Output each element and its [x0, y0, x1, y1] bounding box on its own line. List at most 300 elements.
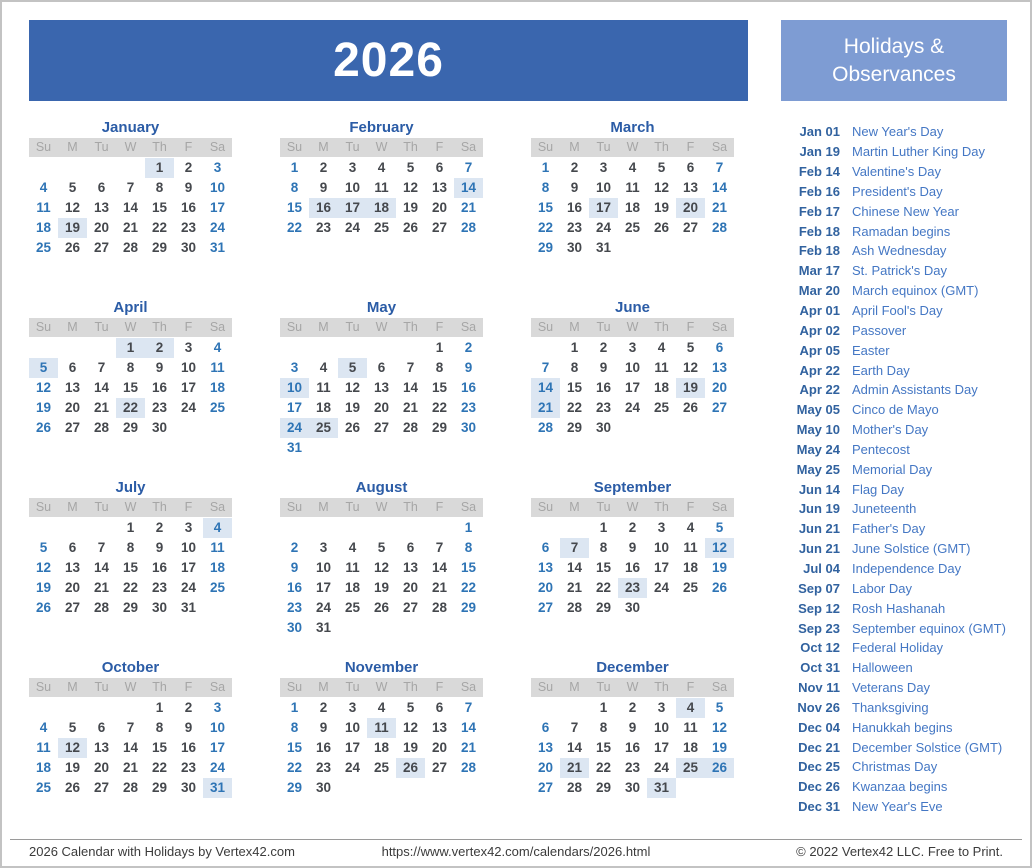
holiday-row	[790, 559, 1028, 579]
empty-cell	[309, 338, 338, 358]
day-cell: 30	[595, 420, 612, 435]
day-cell: 10	[280, 378, 309, 398]
day-header: Su	[531, 138, 560, 157]
day-header: Th	[647, 498, 676, 517]
holiday-date: Dec 31	[798, 799, 840, 815]
day-cell: 16	[566, 200, 583, 215]
day-cell: 5	[686, 340, 695, 355]
day-cell: 1	[290, 700, 299, 715]
day-cell: 11	[683, 720, 698, 735]
day-cell: 15	[286, 740, 303, 755]
empty-cell	[87, 338, 116, 358]
day-header: W	[367, 678, 396, 697]
day-cell: 31	[203, 778, 232, 798]
day-cell: 22	[460, 580, 477, 595]
day-cell: 13	[431, 720, 448, 735]
day-cell: 10	[344, 720, 361, 735]
holiday-date: Dec 26	[798, 779, 840, 795]
day-header: Tu	[589, 498, 618, 517]
day-cell: 10	[595, 180, 612, 195]
empty-cell	[58, 338, 87, 358]
day-header: M	[309, 498, 338, 517]
day-cell: 22	[151, 220, 168, 235]
day-header: Su	[531, 318, 560, 337]
holiday-date: Mar 17	[798, 263, 840, 279]
holiday-name: March equinox (GMT)	[852, 283, 979, 299]
empty-cell	[58, 698, 87, 718]
holiday-row	[790, 440, 1028, 460]
day-cell: 20	[431, 740, 448, 755]
holiday-row	[790, 578, 1028, 598]
day-cell: 23	[618, 578, 647, 598]
day-cell: 29	[595, 780, 612, 795]
footer-copyright: © 2022 Vertex42 LLC. Free to Print.	[796, 844, 1003, 859]
holiday-row	[790, 142, 1028, 162]
day-header: Th	[145, 138, 174, 157]
day-cell: 6	[541, 540, 550, 555]
day-cell: 3	[628, 340, 637, 355]
day-cell: 2	[184, 700, 193, 715]
day-cell: 20	[402, 580, 419, 595]
day-cell: 10	[315, 560, 332, 575]
day-cell: 6	[406, 540, 415, 555]
day-cell: 15	[286, 200, 303, 215]
day-header: Tu	[87, 318, 116, 337]
day-cell: 1	[116, 338, 145, 358]
day-cell: 4	[213, 340, 222, 355]
holiday-row	[790, 281, 1028, 301]
day-cell: 26	[344, 420, 361, 435]
holiday-date: May 05	[796, 402, 840, 418]
day-cell: 4	[203, 518, 232, 538]
day-cell: 29	[151, 240, 168, 255]
holiday-date: Feb 17	[798, 203, 840, 219]
holiday-name: Halloween	[852, 660, 913, 676]
holiday-row	[790, 340, 1028, 360]
day-cell: 4	[686, 520, 695, 535]
day-cell: 25	[209, 580, 226, 595]
day-cell: 30	[151, 420, 168, 435]
day-header: F	[425, 138, 454, 157]
day-cell: 5	[657, 160, 666, 175]
day-cell: 23	[180, 760, 197, 775]
day-header: Su	[531, 678, 560, 697]
day-cell: 20	[711, 380, 728, 395]
holiday-date: Nov 26	[797, 699, 840, 715]
month-february	[280, 118, 483, 238]
day-cell: 23	[566, 220, 583, 235]
day-cell: 28	[122, 240, 139, 255]
day-cell: 18	[344, 580, 361, 595]
day-cell: 19	[344, 400, 361, 415]
day-cell: 8	[570, 360, 579, 375]
footer-url: https://www.vertex42.com/calendars/2026.html	[381, 844, 651, 859]
day-cell: 10	[624, 360, 641, 375]
day-cell: 15	[595, 740, 612, 755]
day-cell: 14	[711, 180, 728, 195]
holiday-name: Thanksgiving	[852, 699, 929, 715]
day-cell: 29	[431, 420, 448, 435]
footer	[10, 839, 1022, 863]
day-header: Tu	[338, 678, 367, 697]
day-cell: 5	[406, 160, 415, 175]
day-cell: 7	[464, 700, 473, 715]
day-header: Su	[29, 138, 58, 157]
day-cell: 29	[460, 600, 477, 615]
day-cell: 1	[599, 700, 608, 715]
day-cell: 13	[402, 560, 419, 575]
day-cell: 9	[290, 560, 299, 575]
day-cell: 8	[126, 540, 135, 555]
month-day-grid	[29, 498, 232, 618]
day-header: Tu	[589, 318, 618, 337]
day-cell: 6	[715, 340, 724, 355]
day-cell: 27	[64, 420, 81, 435]
day-header: Su	[280, 498, 309, 517]
day-cell: 26	[35, 600, 52, 615]
holiday-date: Jun 14	[798, 481, 840, 497]
holiday-name: Earth Day	[852, 362, 910, 378]
day-cell: 28	[460, 760, 477, 775]
holiday-row	[790, 638, 1028, 658]
day-cell: 24	[280, 418, 309, 438]
day-cell: 16	[460, 380, 477, 395]
day-header: M	[58, 138, 87, 157]
day-cell: 19	[676, 378, 705, 398]
day-cell: 21	[531, 398, 560, 418]
day-cell: 20	[537, 760, 554, 775]
holiday-row	[790, 797, 1028, 817]
day-header: W	[367, 138, 396, 157]
day-cell: 3	[319, 540, 328, 555]
day-cell: 10	[653, 540, 670, 555]
day-header: Su	[29, 498, 58, 517]
day-cell: 1	[435, 340, 444, 355]
day-cell: 25	[373, 220, 390, 235]
day-cell: 14	[431, 560, 448, 575]
day-cell: 16	[180, 740, 197, 755]
day-cell: 23	[315, 760, 332, 775]
holiday-row	[790, 360, 1028, 380]
day-cell: 25	[653, 400, 670, 415]
day-cell: 19	[64, 760, 81, 775]
month-day-grid	[280, 498, 483, 638]
holiday-name: Cinco de Mayo	[852, 402, 939, 418]
day-cell: 20	[93, 220, 110, 235]
day-cell: 16	[595, 380, 612, 395]
holiday-date: Jun 21	[798, 521, 840, 537]
day-header: Su	[531, 498, 560, 517]
day-cell: 12	[653, 180, 670, 195]
day-cell: 1	[464, 520, 473, 535]
day-cell: 27	[682, 220, 699, 235]
day-cell: 6	[435, 700, 444, 715]
holiday-row	[790, 201, 1028, 221]
day-cell: 23	[180, 220, 197, 235]
day-cell: 31	[180, 600, 197, 615]
day-cell: 28	[93, 420, 110, 435]
day-cell: 18	[209, 560, 226, 575]
holiday-date: Apr 02	[799, 322, 840, 338]
holiday-name: Father's Day	[852, 521, 926, 537]
day-cell: 11	[345, 560, 360, 575]
day-header: Th	[396, 498, 425, 517]
day-cell: 31	[286, 440, 303, 455]
day-cell: 18	[367, 198, 396, 218]
day-cell: 13	[64, 380, 81, 395]
day-cell: 1	[599, 520, 608, 535]
day-cell: 30	[315, 780, 332, 795]
holiday-name: Easter	[852, 342, 890, 358]
day-cell: 11	[210, 540, 225, 555]
day-header: M	[560, 318, 589, 337]
holiday-date: Dec 04	[798, 719, 840, 735]
day-cell: 24	[653, 580, 670, 595]
holiday-row	[790, 320, 1028, 340]
holiday-name: Martin Luther King Day	[852, 144, 985, 160]
day-cell: 27	[431, 760, 448, 775]
day-cell: 23	[286, 600, 303, 615]
holidays-observances-header	[781, 20, 1007, 101]
day-header: F	[174, 138, 203, 157]
empty-cell	[396, 518, 425, 538]
day-header: M	[560, 138, 589, 157]
day-cell: 28	[122, 780, 139, 795]
day-cell: 12	[402, 720, 419, 735]
day-header: W	[618, 678, 647, 697]
holiday-row	[790, 241, 1028, 261]
holiday-name: Valentine's Day	[852, 164, 941, 180]
day-cell: 30	[180, 780, 197, 795]
day-header: M	[309, 138, 338, 157]
day-header: Tu	[87, 138, 116, 157]
empty-cell	[29, 518, 58, 538]
day-cell: 7	[570, 720, 579, 735]
day-header: Sa	[454, 498, 483, 517]
day-cell: 22	[431, 400, 448, 415]
month-title: January	[101, 119, 160, 136]
day-cell: 31	[315, 620, 332, 635]
day-cell: 9	[319, 180, 328, 195]
day-cell: 31	[647, 778, 676, 798]
day-cell: 25	[344, 600, 361, 615]
holiday-row	[790, 598, 1028, 618]
holiday-name: New Year's Day	[852, 124, 944, 140]
day-cell: 16	[309, 198, 338, 218]
day-cell: 13	[537, 740, 554, 755]
day-cell: 2	[628, 700, 637, 715]
day-cell: 21	[560, 758, 589, 778]
day-header: F	[174, 498, 203, 517]
day-cell: 12	[682, 360, 699, 375]
day-cell: 2	[628, 520, 637, 535]
day-cell: 29	[122, 420, 139, 435]
day-cell: 22	[122, 580, 139, 595]
day-cell: 24	[180, 580, 197, 595]
day-cell: 21	[460, 740, 477, 755]
day-cell: 25	[676, 758, 705, 778]
month-title: September	[593, 479, 672, 496]
day-header: Th	[396, 678, 425, 697]
day-cell: 17	[286, 400, 303, 415]
day-cell: 30	[180, 240, 197, 255]
holiday-name: Veterans Day	[852, 680, 931, 696]
day-header: Sa	[203, 318, 232, 337]
day-cell: 16	[180, 200, 197, 215]
holiday-name: Christmas Day	[852, 759, 938, 775]
holiday-name: April Fool's Day	[852, 303, 943, 319]
holidays-observances-line2: Observances	[832, 62, 956, 86]
day-cell: 8	[464, 540, 473, 555]
day-cell: 24	[180, 400, 197, 415]
day-cell: 24	[315, 600, 332, 615]
day-header: Th	[145, 318, 174, 337]
day-cell: 27	[93, 240, 110, 255]
day-header: W	[367, 498, 396, 517]
day-header: F	[676, 138, 705, 157]
day-cell: 1	[290, 160, 299, 175]
day-cell: 29	[122, 600, 139, 615]
holiday-date: Apr 22	[799, 362, 840, 378]
day-cell: 6	[377, 360, 386, 375]
month-day-grid	[531, 138, 734, 258]
day-cell: 18	[35, 220, 52, 235]
day-cell: 9	[628, 720, 637, 735]
day-cell: 24	[595, 220, 612, 235]
day-header: Sa	[454, 138, 483, 157]
day-cell: 20	[64, 400, 81, 415]
day-cell: 28	[402, 420, 419, 435]
holiday-row	[790, 182, 1028, 202]
day-cell: 2	[570, 160, 579, 175]
day-header: Sa	[203, 138, 232, 157]
holiday-name: Labor Day	[852, 580, 912, 596]
day-cell: 30	[286, 620, 303, 635]
day-cell: 27	[93, 780, 110, 795]
day-cell: 14	[93, 560, 110, 575]
footer-attribution: 2026 Calendar with Holidays by Vertex42.com	[29, 844, 295, 859]
day-header: F	[174, 678, 203, 697]
day-cell: 1	[145, 158, 174, 178]
month-january	[29, 118, 232, 258]
day-cell: 14	[122, 200, 139, 215]
holiday-date: May 25	[796, 461, 840, 477]
month-august	[280, 478, 483, 638]
day-cell: 5	[29, 358, 58, 378]
holiday-date: Jul 04	[803, 560, 840, 576]
empty-cell	[367, 338, 396, 358]
day-cell: 26	[682, 400, 699, 415]
holiday-name: President's Day	[852, 183, 943, 199]
day-cell: 3	[348, 160, 357, 175]
day-cell: 28	[93, 600, 110, 615]
holiday-name: Juneteenth	[852, 501, 917, 517]
month-day-grid	[531, 678, 734, 798]
holiday-date: Sep 23	[798, 620, 840, 636]
day-header: Sa	[454, 318, 483, 337]
month-day-grid	[280, 678, 483, 798]
day-header: Sa	[705, 498, 734, 517]
day-cell: 18	[682, 560, 699, 575]
day-cell: 21	[402, 400, 419, 415]
month-day-grid	[531, 498, 734, 618]
day-header: W	[618, 318, 647, 337]
day-header: W	[618, 498, 647, 517]
day-cell: 13	[711, 360, 728, 375]
day-cell: 26	[64, 240, 81, 255]
month-june	[531, 298, 734, 438]
empty-cell	[58, 518, 87, 538]
day-cell: 15	[122, 380, 139, 395]
day-cell: 3	[657, 700, 666, 715]
day-cell: 17	[180, 380, 197, 395]
day-cell: 29	[595, 600, 612, 615]
month-title: February	[349, 119, 414, 136]
day-cell: 8	[126, 360, 135, 375]
day-header: Tu	[338, 138, 367, 157]
day-cell: 3	[184, 520, 193, 535]
holiday-row	[790, 479, 1028, 499]
day-cell: 22	[595, 580, 612, 595]
holiday-date: Feb 18	[798, 223, 840, 239]
day-cell: 17	[209, 200, 226, 215]
day-header: Th	[396, 318, 425, 337]
holidays-list	[790, 122, 1028, 817]
month-title: May	[366, 299, 397, 316]
day-cell: 13	[431, 180, 448, 195]
day-cell: 16	[151, 380, 168, 395]
day-cell: 9	[319, 720, 328, 735]
day-cell: 10	[180, 540, 197, 555]
day-cell: 9	[464, 360, 473, 375]
holiday-date: Apr 01	[799, 303, 840, 319]
day-cell: 22	[537, 220, 554, 235]
day-cell: 18	[35, 760, 52, 775]
day-cell: 7	[715, 160, 724, 175]
day-cell: 19	[402, 740, 419, 755]
day-cell: 27	[402, 600, 419, 615]
day-cell: 5	[715, 520, 724, 535]
day-cell: 27	[373, 420, 390, 435]
day-header: Sa	[203, 678, 232, 697]
day-cell: 3	[184, 340, 193, 355]
day-cell: 17	[624, 380, 641, 395]
day-cell: 3	[290, 360, 299, 375]
day-header: Tu	[338, 498, 367, 517]
empty-cell	[531, 338, 560, 358]
holiday-name: Ramadan begins	[852, 223, 951, 239]
day-cell: 8	[290, 720, 299, 735]
day-cell: 13	[93, 740, 110, 755]
day-cell: 5	[68, 720, 77, 735]
day-cell: 26	[64, 780, 81, 795]
day-cell: 12	[402, 180, 419, 195]
empty-cell	[531, 698, 560, 718]
holiday-date: Sep 12	[798, 600, 840, 616]
holiday-name: Passover	[852, 322, 907, 338]
day-cell: 14	[454, 178, 483, 198]
day-cell: 9	[599, 360, 608, 375]
holiday-date: Dec 21	[798, 739, 840, 755]
day-cell: 24	[209, 760, 226, 775]
holiday-date: Feb 14	[798, 164, 840, 180]
empty-cell	[29, 158, 58, 178]
holiday-date: Feb 16	[798, 183, 840, 199]
empty-cell	[116, 698, 145, 718]
holiday-date: Dec 25	[798, 759, 840, 775]
holiday-row	[790, 420, 1028, 440]
day-cell: 7	[464, 160, 473, 175]
